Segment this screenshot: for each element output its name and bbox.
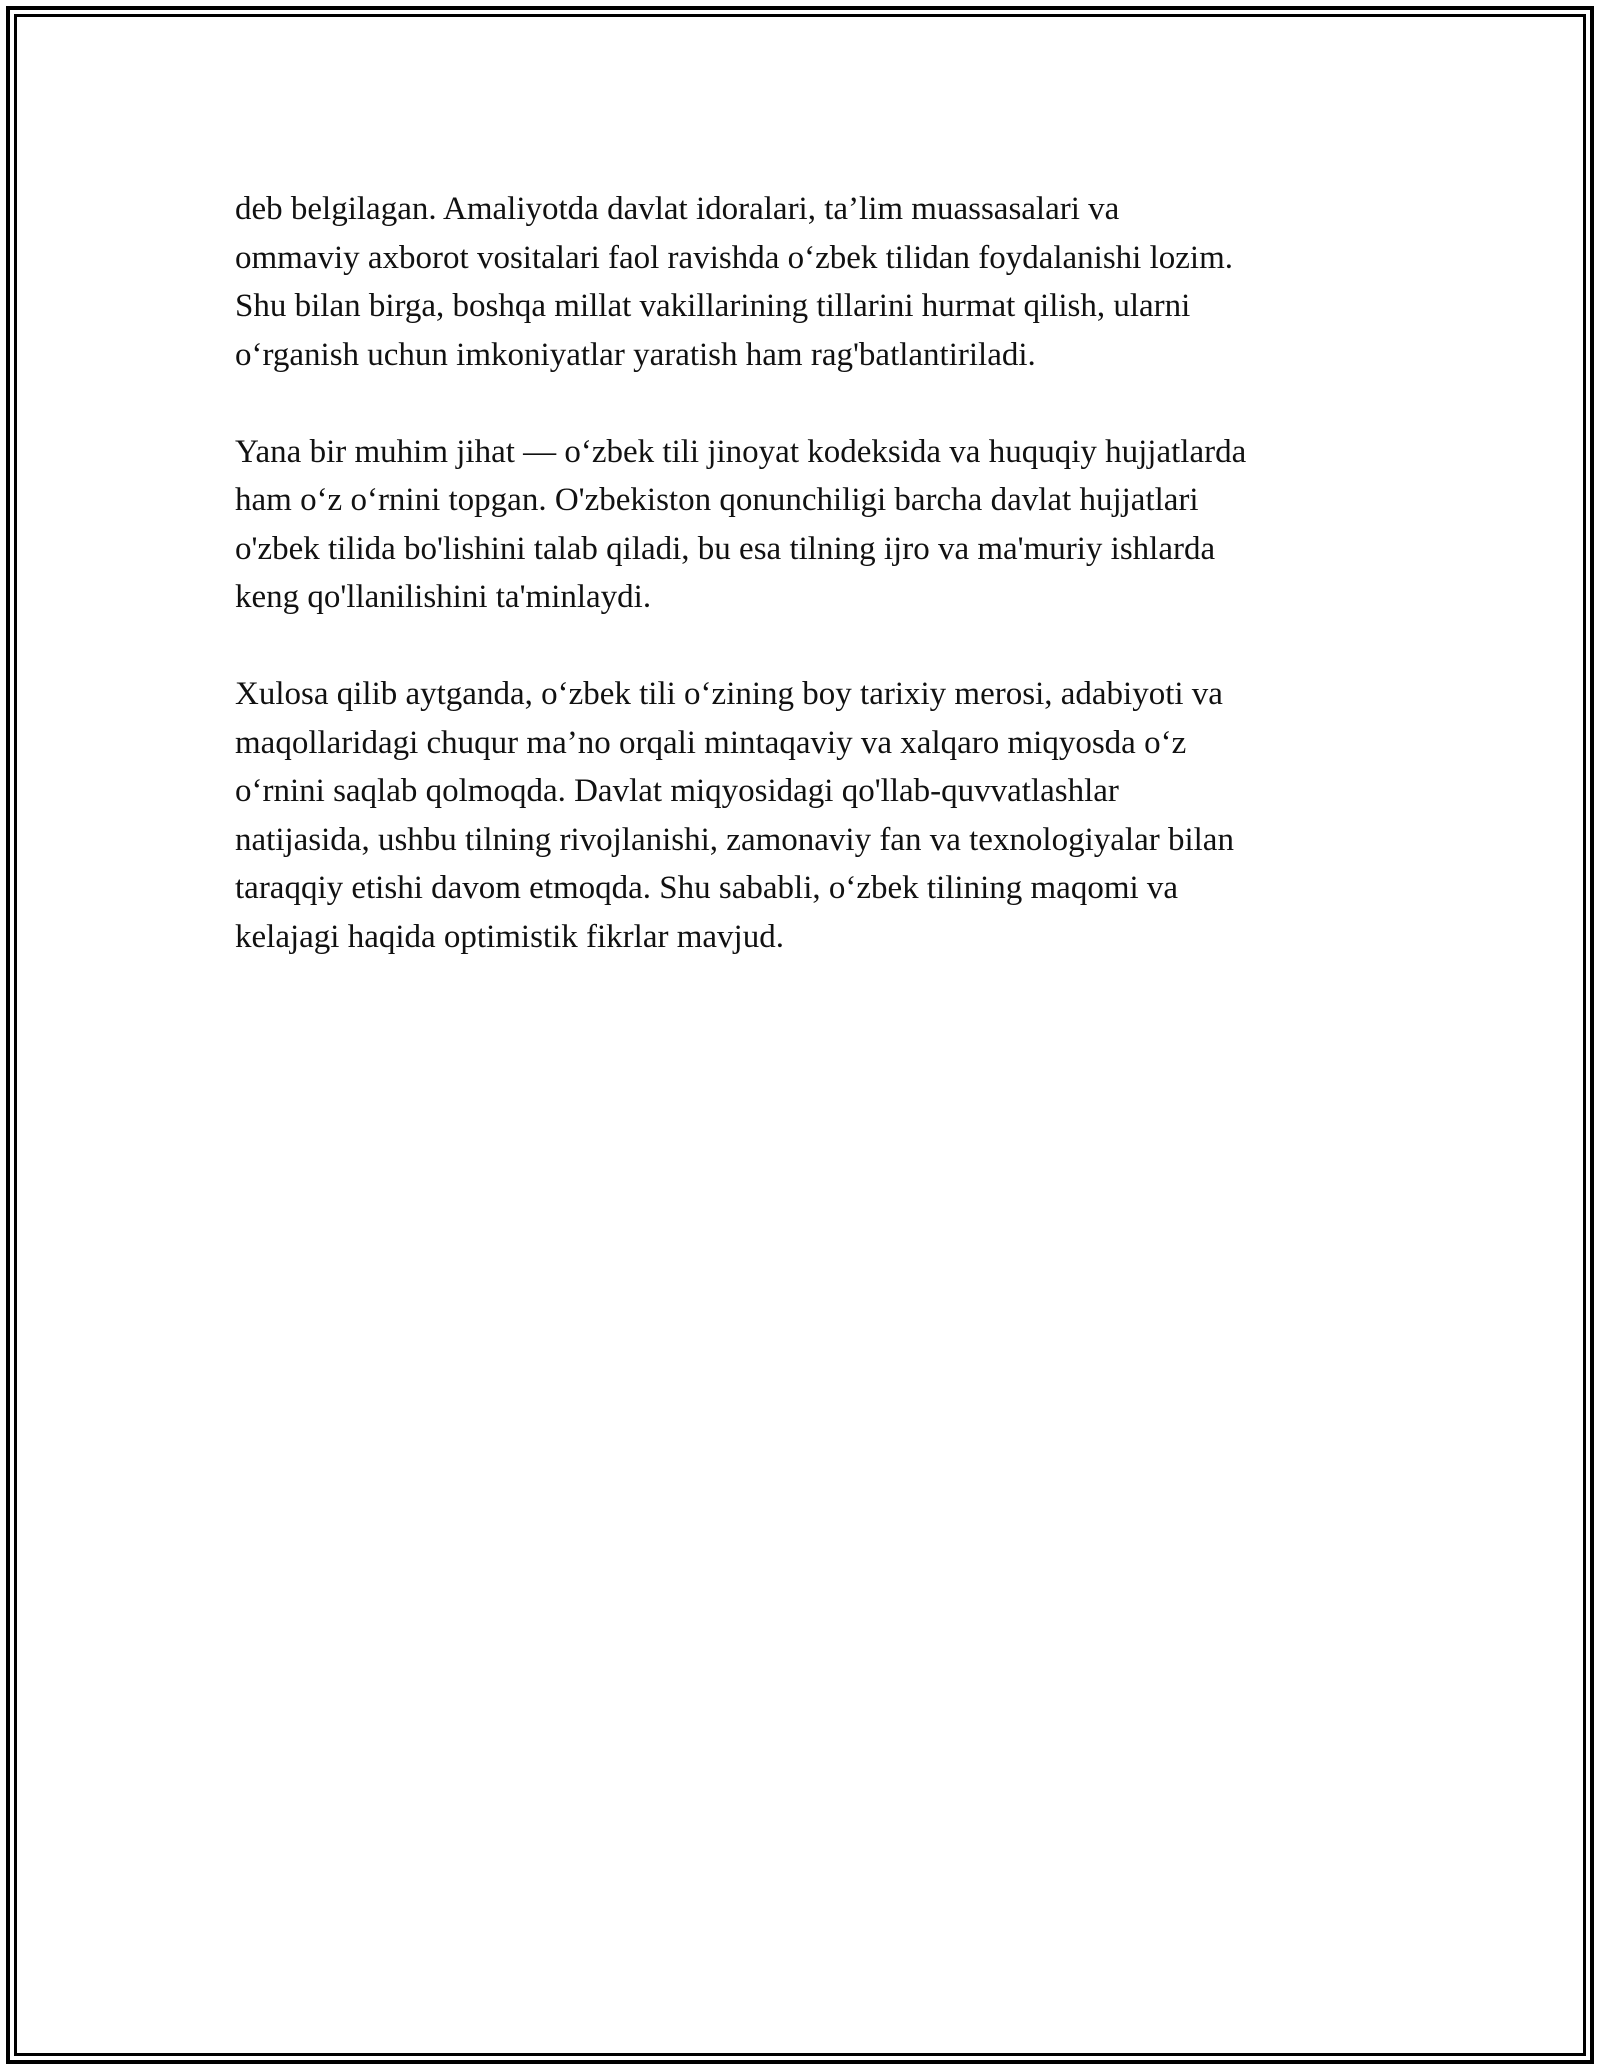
text-line: keng qo'llanilishini ta'minlaydi. [235,579,652,615]
text-line: o‘rganish uchun imkoniyatlar yaratish ham rag'batlantiriladi. [235,336,1036,373]
text-line: o‘rnini saqlab qolmoqda. Davlat miqyosidagi qo'llab-quvvatlashlar [235,773,1119,809]
text-line: ommaviy axborot vositalari faol ravishda o‘zbek tilidan foydalanishi lozim. [235,239,1233,276]
text-line: natijasida, ushbu tilning rivojlanishi, zamonaviy fan va texnologiyalar bilan [235,821,1234,858]
paragraph-2 [235,428,1395,622]
text-line: kelajagi haqida optimistik fikrlar mavjud. [235,918,784,955]
text-line: maqollaridagi chuqur ma’no orqali mintaqaviy va xalqaro miqyosda o‘z [235,724,1187,761]
text-line: o'zbek tilida bo'lishini talab qiladi, bu esa tilning ijro va ma'muriy ishlarda [235,530,1216,567]
paragraph-1 [235,185,1395,379]
text-line: Yana bir muhim jihat — o‘zbek tili jinoyat kodeksida va huquqiy hujjatlarda [235,433,1247,470]
text-line: deb belgilagan. Amaliyotda davlat idoralari, ta’lim muassasalari va [235,191,1120,227]
text-line: ham o‘z o‘rnini topgan. O'zbekiston qonunchiligi barcha davlat hujjatlari [235,482,1199,518]
text-line: taraqqiy etishi davom etmoqda. Shu sababli, o‘zbek tilining maqomi va [235,870,1179,906]
paragraph-3 [235,670,1395,961]
text-line: Xulosa qilib aytganda, o‘zbek tili o‘zining boy tarixiy merosi, adabiyoti va [235,676,1223,712]
text-line: Shu bilan birga, boshqa millat vakillarining tillarini hurmat qilish, ularni [235,288,1191,324]
document-body [235,185,1395,1010]
